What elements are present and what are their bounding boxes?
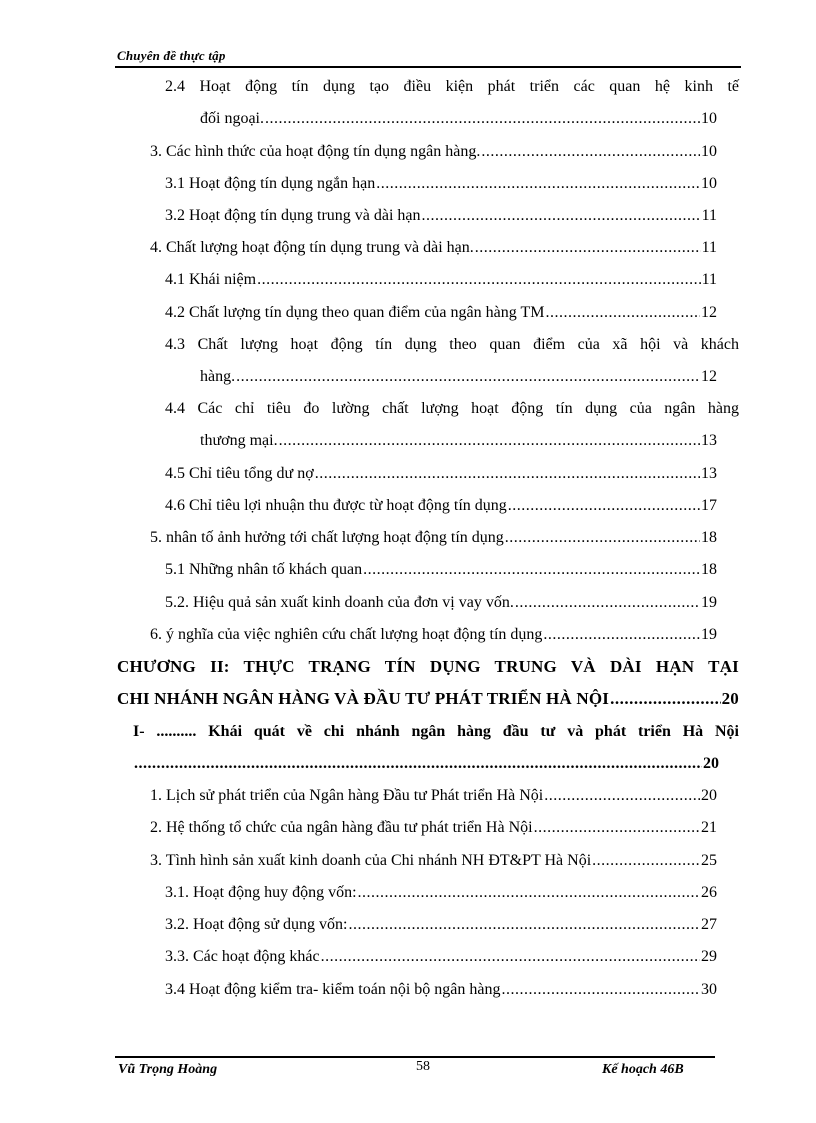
toc-dot-leader — [321, 946, 700, 968]
toc-dot-leader — [534, 817, 700, 839]
toc-page-number: 20 — [703, 755, 719, 772]
toc-page-number: 18 — [701, 561, 717, 578]
toc-dot-leader — [544, 785, 700, 807]
toc-section-heading — [133, 753, 719, 775]
header-title: Chuyên đề thực tập — [117, 48, 226, 63]
toc-entry — [165, 205, 717, 227]
toc-dot-leader — [348, 914, 700, 936]
toc-entry-text: CHI NHÁNH NGÂN HÀNG VÀ ĐẦU TƯ PHÁT TRIỂN HÀ NỘI — [117, 689, 610, 708]
toc-entry-text: 1. Lịch sử phát triển của Ngân hàng Đầu tư Phát triển Hà Nội — [150, 787, 544, 804]
toc-dot-leader — [279, 430, 700, 452]
toc-entry — [165, 882, 717, 904]
toc-entry — [200, 108, 717, 130]
toc-entry — [165, 463, 717, 485]
toc-entry — [165, 398, 739, 420]
toc-page-number: 17 — [701, 497, 717, 514]
toc-dot-leader — [376, 173, 700, 195]
toc-page-number: 11 — [701, 239, 717, 256]
toc-page-number: 29 — [701, 948, 717, 965]
toc-entry — [165, 173, 717, 195]
toc-dot-leader — [592, 850, 700, 872]
footer-divider — [115, 1056, 715, 1058]
toc-entry-text: 4.1 Khái niệm — [165, 271, 257, 288]
toc-page-number: 12 — [701, 304, 717, 321]
toc-entry-text: CHƯƠNG II: THỰC TRẠNG TÍN DỤNG TRUNG VÀ DÀI HẠN TẠI — [117, 657, 739, 676]
toc-chapter-heading — [117, 656, 739, 678]
toc-entry-text: 3.4 Hoạt động kiểm tra- kiểm toán nội bộ ngân hàng — [165, 981, 501, 998]
toc-dot-leader — [236, 366, 700, 388]
toc-page-number: 27 — [701, 916, 717, 933]
toc-entry-text: 4.6 Chỉ tiêu lợi nhuận thu được từ hoạt động tín dụng — [165, 497, 507, 514]
toc-page-number: 20 — [721, 689, 739, 708]
toc-entry — [150, 817, 717, 839]
toc-entry-text: 2.4 Hoạt động tín dụng tạo điều kiện phát triển các quan hệ kinh tế — [165, 78, 739, 95]
toc-section-heading — [133, 721, 739, 743]
toc-entry — [165, 334, 739, 356]
toc-page-number: 26 — [701, 884, 717, 901]
toc-entry-text: 3.1 Hoạt động tín dụng ngắn hạn — [165, 175, 376, 192]
toc-entry — [165, 914, 717, 936]
toc-entry — [165, 979, 717, 1001]
toc-entry — [150, 237, 717, 259]
toc-dot-leader — [543, 624, 700, 646]
toc-entry-text: 5.2. Hiệu quả sản xuất kinh doanh của đơn vị vay vốn. — [165, 594, 514, 611]
toc-entry — [150, 785, 717, 807]
toc-entry-text: 3.2. Hoạt động sử dụng vốn: — [165, 916, 348, 933]
toc-page-number: 10 — [701, 175, 717, 192]
toc-page-number: 12 — [701, 368, 717, 385]
toc-dot-leader — [475, 237, 701, 259]
toc-entry — [150, 141, 717, 163]
toc-page-number: 11 — [701, 207, 717, 224]
toc-entry — [165, 495, 717, 517]
toc-page-number: 10 — [701, 143, 717, 160]
toc-entry — [165, 76, 739, 98]
toc-dot-leader — [515, 592, 700, 614]
toc-entry-text: 4.2 Chất lượng tín dụng theo quan điểm của ngân hàng TM — [165, 304, 545, 321]
toc-entry-text: đối ngoại. — [200, 110, 264, 127]
toc-entry-text: 6. ý nghĩa của việc nghiên cứu chất lượng hoạt động tín dụng — [150, 626, 543, 643]
toc-entry-text: 4.3 Chất lượng hoạt động tín dụng theo quan điểm của xã hội và khách — [165, 336, 739, 353]
toc-dot-leader — [422, 205, 701, 227]
toc-entry-text: 4. Chất lượng hoạt động tín dụng trung và dài hạn. — [150, 239, 474, 256]
page-header — [115, 48, 741, 68]
toc-entry-text: thương mại. — [200, 432, 278, 449]
toc-entry-text: 3. Tình hình sản xuất kinh doanh của Chi nhánh NH ĐT&PT Hà Nội — [150, 852, 592, 869]
toc-dot-leader — [358, 882, 700, 904]
toc-entry — [150, 527, 717, 549]
toc-page-number: 21 — [701, 819, 717, 836]
toc-page-number: 20 — [701, 787, 717, 804]
toc-page-number: 11 — [701, 271, 717, 288]
toc-entry-text: 3.3. Các hoạt động khác — [165, 948, 320, 965]
toc-page-number: 19 — [701, 626, 717, 643]
toc-page-number: 19 — [701, 594, 717, 611]
toc-chapter-heading — [117, 688, 739, 710]
toc-page-number: 10 — [701, 110, 717, 127]
toc-entry — [165, 302, 717, 324]
toc-dot-leader — [265, 108, 700, 130]
toc-dot-leader — [315, 463, 700, 485]
toc-entry-text: hàng. — [200, 368, 236, 385]
toc-entry — [165, 946, 717, 968]
toc-entry-text: 2. Hệ thống tổ chức của ngân hàng đầu tư phát triển Hà Nội — [150, 819, 533, 836]
toc-entry — [200, 430, 717, 452]
toc-entry-text: 5. nhân tố ảnh hưởng tới chất lượng hoạt động tín dụng — [150, 529, 504, 546]
toc-page-number: 18 — [701, 529, 717, 546]
toc-dot-leader — [363, 559, 700, 581]
toc-dot-leader — [134, 753, 702, 775]
toc-entry — [150, 850, 717, 872]
footer-page-number: 58 — [416, 1059, 430, 1074]
toc-entry-text: I- .......... Khái quát về chi nhánh ngân hàng đầu tư và phát triển Hà Nội — [133, 723, 739, 740]
footer-author: Vũ Trọng Hoàng — [118, 1062, 218, 1077]
toc-entry-text: 5.1 Những nhân tố khách quan — [165, 561, 363, 578]
toc-entry-text: 3.2 Hoạt động tín dụng trung và dài hạn — [165, 207, 421, 224]
toc-entry — [165, 559, 717, 581]
toc-page-number: 13 — [701, 432, 717, 449]
toc-entry-text: 3.1. Hoạt động huy động vốn: — [165, 884, 357, 901]
toc-dot-leader — [610, 688, 721, 710]
toc-entry-text: 4.4 Các chỉ tiêu đo lường chất lượng hoạt động tín dụng của ngân hàng — [165, 400, 739, 417]
toc-entry-text: 3. Các hình thức của hoạt động tín dụng ngân hàng. — [150, 143, 481, 160]
toc-page-number: 13 — [701, 465, 717, 482]
toc-dot-leader — [505, 527, 700, 549]
toc-dot-leader — [501, 979, 700, 1001]
toc-entry-text: 4.5 Chỉ tiêu tổng dư nợ — [165, 465, 314, 482]
toc-entry — [150, 624, 717, 646]
footer-class: Kế hoạch 46B — [602, 1062, 684, 1077]
toc-dot-leader — [508, 495, 700, 517]
toc-dot-leader — [257, 269, 701, 291]
toc-page-number: 25 — [701, 852, 717, 869]
toc-entry — [165, 592, 717, 614]
toc-entry — [200, 366, 717, 388]
toc-dot-leader — [481, 141, 700, 163]
toc-entry — [165, 269, 717, 291]
toc-dot-leader — [545, 302, 700, 324]
toc-page-number: 30 — [701, 981, 717, 998]
